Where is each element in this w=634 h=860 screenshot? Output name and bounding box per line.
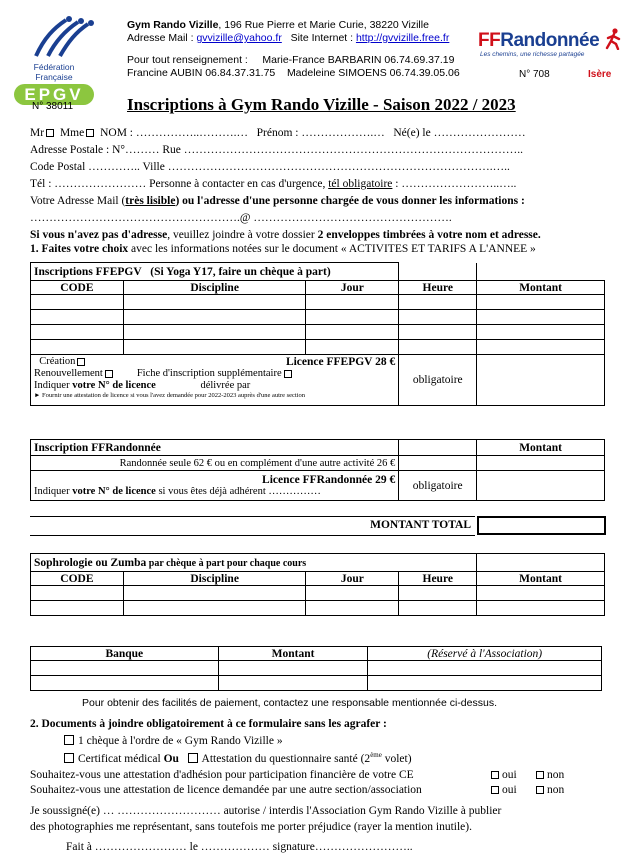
col-reserve: (Réservé à l'Association) xyxy=(368,647,602,661)
table-row[interactable] xyxy=(31,295,605,310)
total-row xyxy=(30,516,605,535)
empty-cell xyxy=(477,263,605,281)
licence-number-bold: votre N° de licence xyxy=(72,380,156,391)
mail-line xyxy=(30,195,525,207)
mme-label: Mme xyxy=(59,127,85,139)
certificat-checkbox[interactable] xyxy=(64,753,74,763)
ffr-logo-text: Randonnée xyxy=(500,30,600,51)
choice-heading: 1. Faites votre choix xyxy=(30,243,129,255)
adhesion-non-checkbox[interactable] xyxy=(536,771,544,779)
table-row[interactable] xyxy=(31,601,605,616)
address-field[interactable]: Adresse Postale : N°……… Rue …………………………………………………………………………….. xyxy=(30,144,524,156)
nom-field[interactable]: NOM : ……………..……….… xyxy=(100,127,248,139)
contact-1: Marie-France BARBARIN 06.74.69.37.19 xyxy=(262,54,455,66)
table-row[interactable] xyxy=(31,676,602,691)
col-code: CODE xyxy=(31,572,124,586)
col-discipline: Discipline xyxy=(123,572,306,586)
ffr-region: Isère xyxy=(588,69,612,80)
site-link[interactable]: http://gvvizille.free.fr xyxy=(355,32,450,44)
phone-mandatory: tél obligatoire xyxy=(328,178,393,190)
total-label: MONTANT TOTAL xyxy=(370,519,471,531)
rando-licence-bold: votre N° de licence xyxy=(72,485,156,497)
contact-label: Pour tout renseignement : xyxy=(127,54,248,66)
ffepgv-heading xyxy=(31,263,399,281)
attestation-label: Attestation du questionnaire santé (2 xyxy=(201,752,371,765)
ffepgv-table xyxy=(30,262,605,406)
or-label: Ou xyxy=(163,752,179,765)
mail-label: Adresse Mail : xyxy=(127,32,197,44)
adhesion-choices xyxy=(489,769,564,781)
site-label: Site Internet : xyxy=(290,32,356,44)
ffepgv-heading-note: (Si Yoga Y17, faire un chèque à part) xyxy=(150,265,331,278)
no-address-line xyxy=(30,229,541,241)
epgv-badge: EPGV xyxy=(14,84,94,105)
club-number: N° 38011 xyxy=(32,101,74,112)
contact-2: Francine AUBIN 06.84.37.31.75 xyxy=(127,67,276,79)
oui-label: oui xyxy=(502,769,517,781)
creation-label: Création xyxy=(39,356,76,367)
ffepgv-licence-price: Licence FFEPGV 28 € xyxy=(285,356,396,368)
contact-3: Madeleine SIMOENS 06.74.39.05.06 xyxy=(286,67,460,79)
attestation-checkbox[interactable] xyxy=(188,753,198,763)
ffr-logo-ff: FF xyxy=(478,30,501,51)
facilites-text: Pour obtenir des facilités de paiement, contactez une responsable mentionnée ci-dessus. xyxy=(82,697,497,709)
soussigne-line[interactable]: Je soussigné(e) … ……………………… autorise / interdis l'Association Gym Rando Vizille à publier xyxy=(30,805,502,817)
table-row[interactable] xyxy=(31,340,605,355)
ffrando-heading: Inscription FFRandonnée xyxy=(31,440,399,456)
page-title: Inscriptions à Gym Rando Vizille - Saison 2022 / 2023 xyxy=(127,95,516,114)
creation-checkbox[interactable] xyxy=(77,358,85,366)
licence-question: Souhaitez-vous une attestation de licence demandée par une autre section/association xyxy=(30,784,422,796)
empty-cell xyxy=(399,263,477,281)
volet-label: volet) xyxy=(381,752,412,765)
table-row[interactable] xyxy=(31,325,605,340)
mail-link[interactable]: gvvizille@yahoo.fr xyxy=(196,32,282,44)
documents-heading: 2. Documents à joindre obligatoirement à ce formulaire sans les agrafer : xyxy=(30,718,387,730)
ffrando-table xyxy=(30,439,605,501)
mail-field[interactable]: ……………………………………………….@ ……………………………………………. xyxy=(30,212,452,224)
oui-label: oui xyxy=(502,784,517,796)
name-line xyxy=(30,127,526,139)
ffr-number: N° 708 xyxy=(519,69,550,80)
col-heure: Heure xyxy=(399,572,477,586)
mme-checkbox[interactable] xyxy=(86,129,94,137)
mr-checkbox[interactable] xyxy=(46,129,54,137)
federation-label: Fédération Française xyxy=(33,62,75,82)
empty-cell xyxy=(477,554,605,572)
table-row[interactable] xyxy=(31,586,605,601)
sophro-heading-cell xyxy=(31,554,477,572)
adhesion-question: Souhaitez-vous une attestation d'adhésion pour participation financière de votre CE xyxy=(30,769,414,781)
licence-non-checkbox[interactable] xyxy=(536,786,544,794)
empty-cell xyxy=(399,440,477,456)
col-discipline: Discipline xyxy=(123,281,306,295)
extra-sheet-label: Fiche d'inscription supplémentaire xyxy=(136,368,282,379)
cheque-checkbox[interactable] xyxy=(64,735,74,745)
rando-obligatoire: obligatoire xyxy=(399,471,477,501)
col-jour: Jour xyxy=(306,281,399,295)
rando-licence-montant-cell[interactable] xyxy=(477,471,605,501)
rando-licence-cell xyxy=(31,471,399,501)
licence-oui-checkbox[interactable] xyxy=(491,786,499,794)
cheque-label: 1 chèque à l'ordre de « Gym Rando Vizille » xyxy=(78,735,283,747)
phone-line[interactable] xyxy=(30,178,516,190)
ffepgv-heading-text: Inscriptions FFEPGV xyxy=(34,265,142,278)
adhesion-line xyxy=(30,769,414,781)
adhesion-oui-checkbox[interactable] xyxy=(491,771,499,779)
no-address-bold: Si vous n'avez pas d'adresse xyxy=(30,229,168,241)
total-amount-field[interactable] xyxy=(477,516,606,535)
table-row[interactable] xyxy=(31,661,602,676)
mail-line-start: Votre Adresse Mail ( xyxy=(30,195,126,207)
hiker-icon xyxy=(604,28,624,50)
attestation-note: ► Fournir une attestation de licence si vous l'avez demandée pour 2022-2023 auprès d'une autre section xyxy=(34,392,306,399)
mail-line-end: ) ou l'adresse d'une personne chargée de vous donner les informations : xyxy=(175,195,525,207)
ffr-tagline: Les chemins, une richesse partagée xyxy=(480,51,585,58)
col-code: CODE xyxy=(31,281,124,295)
ffepgv-obligatoire: obligatoire xyxy=(399,355,477,406)
licence-number-label: Indiquer xyxy=(34,380,73,391)
renewal-checkbox[interactable] xyxy=(105,370,113,378)
non-label: non xyxy=(546,784,565,796)
soussigne-line-2: des photographies me représentant, sans toutefois me porter préjudice (rayer la mention inutile). xyxy=(30,821,472,833)
choice-text: avec les informations notées sur le document « ACTIVITES ET TARIFS A L'ANNEE » xyxy=(128,243,536,255)
epgv-logo xyxy=(14,14,104,104)
mr-label: Mr xyxy=(30,127,45,139)
club-address: , 196 Rue Pierre et Marie Curie, 38220 Vizille xyxy=(218,19,429,31)
certificat-line xyxy=(64,751,412,765)
col-banque-montant: Montant xyxy=(218,647,368,661)
rando-seule-price: Randonnée seule 62 € ou en complément d'une autre activité 26 € xyxy=(31,456,399,471)
non-label: non xyxy=(546,769,565,781)
mail-lisible: très lisible xyxy=(125,195,176,207)
ffrandonnee-logo xyxy=(478,28,628,58)
cheque-line xyxy=(64,735,283,747)
sophro-table xyxy=(30,553,605,616)
col-montant: Montant xyxy=(477,281,605,295)
no-address-envelopes: 2 enveloppes timbrées à votre nom et adresse. xyxy=(317,229,541,241)
extra-sheet-checkbox[interactable] xyxy=(284,370,292,378)
table-row[interactable] xyxy=(31,310,605,325)
signature-line[interactable]: Fait à …………………… le ……………… signature…………………….. xyxy=(66,841,413,853)
col-montant: Montant xyxy=(477,572,605,586)
empty-cell xyxy=(399,456,477,471)
sophro-heading: Sophrologie ou Zumba xyxy=(34,556,147,569)
phone-field[interactable]: Tél : …………………… Personne à contacter en cas d'urgence, xyxy=(30,178,329,190)
ffepgv-montant-cell[interactable] xyxy=(477,355,605,406)
club-name: Gym Rando Vizille xyxy=(127,19,219,31)
prenom-field[interactable]: Prénom : ……………….… xyxy=(256,127,385,139)
col-heure: Heure xyxy=(399,281,477,295)
rando-montant-cell[interactable] xyxy=(477,456,605,471)
rando-licence-price: Licence FFRandonnée 29 € xyxy=(262,473,396,486)
choice-line xyxy=(30,243,536,255)
no-address-text: , veuillez joindre à votre dossier xyxy=(167,229,318,241)
sophro-note: par chèque à part pour chaque cours xyxy=(146,557,307,569)
issued-by-label: délivrée par xyxy=(200,380,251,391)
ffrando-montant-header: Montant xyxy=(477,440,605,456)
club-info xyxy=(127,19,460,80)
rando-licence-end: si vous êtes déjà adhérent …………… xyxy=(155,485,321,497)
renewal-label: Renouvellement xyxy=(34,368,103,379)
col-banque: Banque xyxy=(31,647,219,661)
total-label-box xyxy=(30,516,475,536)
col-jour: Jour xyxy=(306,572,399,586)
licence-line xyxy=(30,784,422,796)
banque-table xyxy=(30,646,602,691)
licence-choices xyxy=(489,784,564,796)
rando-licence-label: Indiquer xyxy=(34,485,73,497)
licence-cell xyxy=(31,355,399,406)
postal-field[interactable]: Code Postal ………….. Ville ………………………………………………………………………….….. xyxy=(30,161,510,173)
eme-sup: ème xyxy=(370,751,382,759)
figures-icon xyxy=(14,14,104,60)
certificat-label: Certificat médical xyxy=(78,752,164,765)
phone-end: : ……………………..….. xyxy=(392,178,517,190)
birthdate-field[interactable]: Né(e) le …………………… xyxy=(393,127,526,139)
